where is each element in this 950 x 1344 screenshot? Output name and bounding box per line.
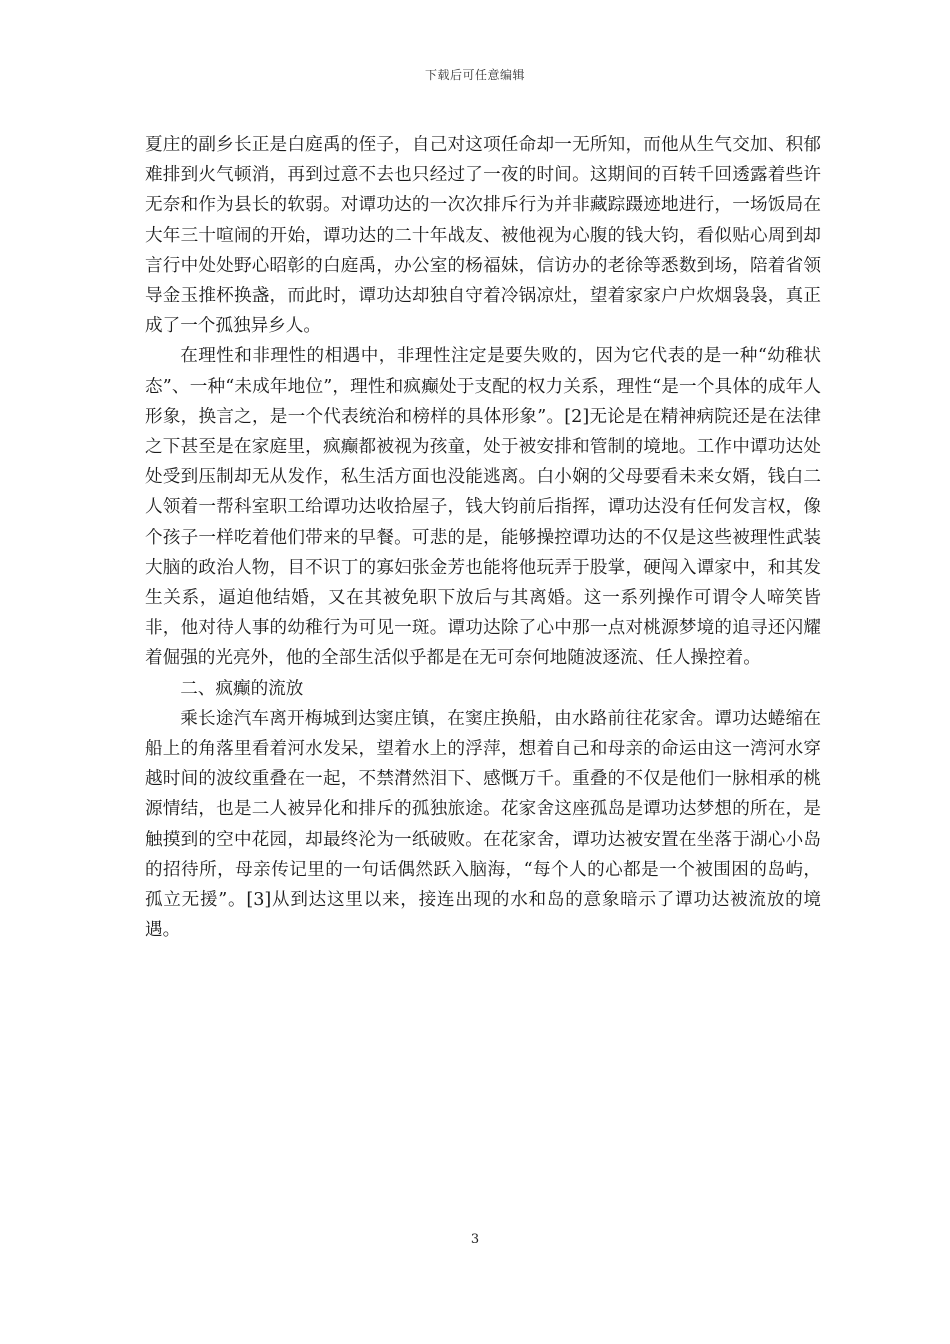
page-number: 3 bbox=[470, 1232, 480, 1247]
paragraph-reason-and-madness: 在理性和非理性的相遇中，非理性注定是要失败的，因为它代表的是一种“幼稚状态”、一种“未成年地位”，理性和疯癫处于支配的权力关系，理性“是一个具体的成年人形象，换言之，是一个代表统治和榜样的具体形象”。[2]无论是在精神病院还是在法律之下甚至是在家庭里，疯癫都被视为孩童，处于被安排和管制的境地。工作中谭功达处处受到压制却无从发作，私生活方面也没能逃离。白小娴的父母要看未来女婿，钱白二人领着一帮科室职工给谭功达收拾屋子，钱大钧前后指挥，谭功达没有任何发言权，像个孩子一样吃着他们带来的早餐。可悲的是，能够操控谭功达的不仅是这些被理性武装大脑的政治人物，目不识丁的寡妇张金芳也能将他玩弄于股掌，硬闯入谭家中，和其发生关系，逼迫他结婚，又在其被免职下放后与其离婚。这一系列操作可谓令人啼笑皆非，他对待人事的幼稚行为可见一斑。谭功达除了心中那一点对桃源梦境的追寻还闪耀着倔强的光亮外，他的全部生活似乎都是在无可奈何地随波逐流、任人操控着。 bbox=[145, 346, 821, 669]
paragraph-continuation: 夏庄的副乡长正是白庭禹的侄子，自己对这项任命却一无所知，而他从生气交加、积郁难排到火气顿消，再到过意不去也只经过了一夜的时间。这期间的百转千回透露着些许无奈和作为县长的软弱。对谭功达的一次次排斥行为并非藏踪蹑迹地进行，一场饭局在大年三十喧闹的开始，谭功达的二十年战友、被他视为心腹的钱大钧，看似贴心周到却言行中处处野心昭彰的白庭禹，办公室的杨福妹，信访办的老徐等悉数到场，陪着省领导金玉推杯换盏，而此时，谭功达却独自守着冷锅凉灶，望着家家户户炊烟袅袅，真正成了一个孤独异乡人。 bbox=[145, 135, 821, 337]
document-body bbox=[145, 130, 821, 945]
page-header: 下载后可任意编辑 bbox=[424, 68, 525, 82]
section-heading: 二、疯癫的流放 bbox=[180, 678, 304, 699]
paragraph-exile: 乘长途汽车离开梅城到达窦庄镇，在窦庄换船，由水路前往花家舍。谭功达蜷缩在船上的角落里看着河水发呆，望着水上的浮萍，想着自己和母亲的命运由这一湾河水穿越时间的波纹重叠在一起，不禁潸然泪下、感慨万千。重叠的不仅是他们一脉相承的桃源情结，也是二人被异化和排斥的孤独旅途。花家舍这座孤岛是谭功达梦想的所在，是触摸到的空中花园，却最终沦为一纸破败。在花家舍，谭功达被安置在坐落于湖心小岛的招待所，母亲传记里的一句话偶然跃入脑海，“每个人的心都是一个被围困的岛屿，孤立无援”。[3]从到达这里以来，接连出现的水和岛的意象暗示了谭功达被流放的境遇。 bbox=[145, 708, 821, 941]
